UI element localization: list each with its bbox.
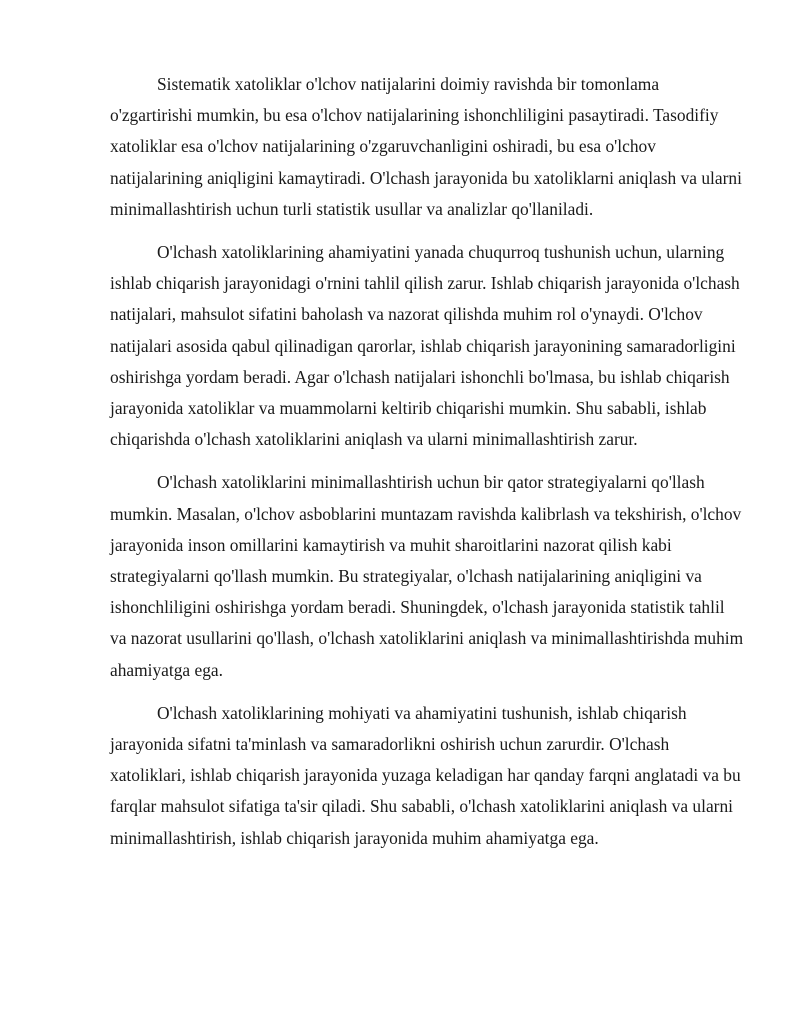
paragraph-3: O'lchash xatoliklarini minimallashtirish uchun bir qator strategiyalarni qo'llash mumkin. Masalan, o'lchov asboblarini muntazam ravishda kalibrlash va tekshirish, o'lchov jarayonida inson omillarini kamaytirish va muhit sharoitlarini nazorat qilish kabi strategiyalarni qo'llash mumkin. Bu strategiyalar, o'lchash natijalarining aniqligini va ishonchliligini oshirishga yordam beradi. Shuningdek, o'lchash jarayonida statistik tahlil va nazorat usullarini qo'llash, o'lchash xatoliklarini aniqlash va minimallashtirishda muhim ahamiyatga ega.	[110, 472, 744, 680]
paragraph-4: O'lchash xatoliklarining mohiyati va ahamiyatini tushunish, ishlab chiqarish jarayonida sifatni ta'minlash va samaradorlikni oshirish uchun zarurdir. O'lchash xatoliklari, ishlab chiqarish jarayonida yuzaga keladigan har qanday farqni anglatadi va bu farqlar mahsulot sifatiga ta'sir qiladi. Shu sababli, o'lchash xatoliklarini aniqlash va ularni minimallashtirish, ishlab chiqarish jarayonida muhim ahamiyatga ega.	[110, 702, 741, 848]
document-page	[110, 69, 744, 866]
paragraph-2: O'lchash xatoliklarining ahamiyatini yanada chuqurroq tushunish uchun, ularning ishlab chiqarish jarayonidagi o'rnini tahlil qilish zarur. Ishlab chiqarish jarayonida o'lchash natijalari, mahsulot sifatini baholash va nazorat qilishda muhim rol o'ynaydi. O'lchov natijalari asosida qabul qilinadigan qarorlar, ishlab chiqarish jarayonining samaradorligini oshirishga yordam beradi. Agar o'lchash natijalari ishonchli bo'lmasa, bu ishlab chiqarish jarayonida xatoliklar va muammolarni keltirib chiqarishi mumkin. Shu sababli, ishlab chiqarishda o'lchash xatoliklarini aniqlash va ularni minimallashtirish zarur.	[110, 242, 740, 450]
paragraph-1: Sistematik xatoliklar o'lchov natijalarini doimiy ravishda bir tomonlama o'zgartirishi mumkin, bu esa o'lchov natijalarining ishonchliligini pasaytiradi. Tasodifiy xatoliklar esa o'lchov natijalarining o'zgaruvchanligini oshiradi, bu esa o'lchov natijalarining aniqligini kamaytiradi. O'lchash jarayonida bu xatoliklarni aniqlash va ularni minimallashtirish uchun turli statistik usullar va analizlar qo'llaniladi.	[110, 74, 742, 219]
